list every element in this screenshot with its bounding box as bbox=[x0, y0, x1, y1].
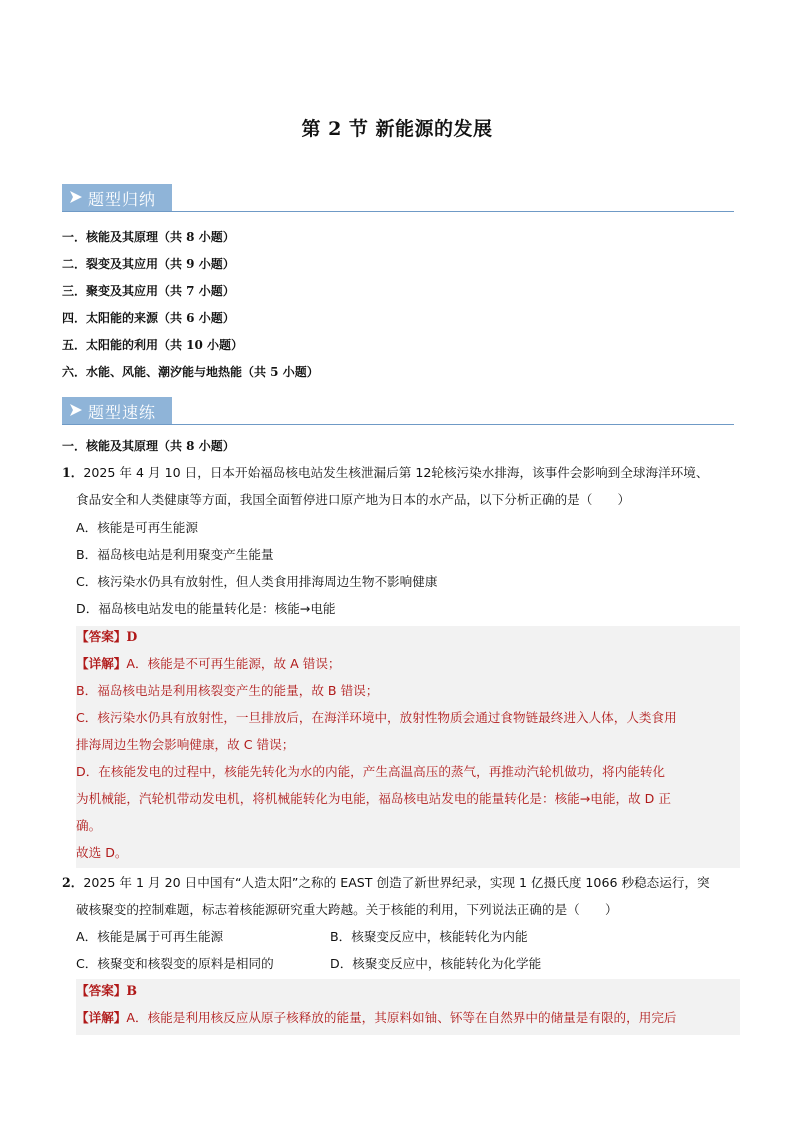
section-rule bbox=[62, 211, 734, 212]
conclusion: 故选 D。 bbox=[76, 845, 128, 860]
part-heading: 一．核能及其原理（共 8 小题） bbox=[62, 439, 235, 453]
detail-line: B．福岛核电站是利用核裂变产生的能量，故 B 错误； bbox=[76, 683, 379, 698]
page-title: 第 2 节 新能源的发展 bbox=[301, 118, 493, 140]
toc-item: 四．太阳能的来源（共 6 小题） bbox=[62, 311, 235, 325]
answer-label: 【答案】 bbox=[76, 629, 127, 644]
arrow-icon bbox=[67, 188, 85, 206]
answer-value: B bbox=[126, 983, 138, 998]
toc-item: 二．裂变及其应用（共 9 小题） bbox=[62, 257, 235, 271]
detail-label: 【详解】 bbox=[76, 656, 127, 671]
question-stem-line: 破核聚变的控制难题，标志着核能源研究重大跨越。关于核能的利用，下列说法正确的是（ ） bbox=[76, 902, 618, 917]
option-d: D．核聚变反应中，核能转化为化学能 bbox=[330, 956, 542, 971]
detail-line: 排海周边生物会影响健康，故 C 错误； bbox=[76, 737, 295, 752]
question-2 bbox=[62, 869, 740, 923]
option-c: C．核污染水仍具有放射性，但人类食用排海周边生物不影响健康 bbox=[76, 574, 438, 589]
detail-line: D．在核能发电的过程中，核能先转化为水的内能，产生高温高压的蒸气，再推动汽轮机做功，将内能转化 bbox=[76, 764, 666, 779]
toc-item: 一．核能及其原理（共 8 小题） bbox=[62, 230, 235, 244]
option-b: B．福岛核电站是利用聚变产生能量 bbox=[76, 547, 274, 562]
question-number: 2． bbox=[62, 875, 84, 890]
answer-block-2 bbox=[76, 977, 736, 1031]
option-a: A．核能是可再生能源 bbox=[76, 520, 198, 535]
detail-label: 【详解】 bbox=[76, 1010, 127, 1025]
question-number: 1． bbox=[62, 465, 84, 480]
section-tag bbox=[62, 184, 172, 211]
section-rule bbox=[62, 424, 734, 425]
arrow-icon bbox=[67, 401, 85, 419]
section-label: 题型归纳 bbox=[88, 190, 157, 209]
answer-block-1 bbox=[76, 623, 736, 866]
question-stem-line: 2．2025 年 1 月 20 日中国有“人造太阳”之称的 EAST 创造了新世界纪录，实现 1 亿摄氏度 1066 秒稳态运行，突 bbox=[62, 875, 710, 890]
detail-line: 【详解】A．核能是利用核反应从原子核释放的能量，其原料如铀、钚等在自然界中的储量是有限的，用完后 bbox=[76, 1010, 677, 1025]
answer-value: D bbox=[126, 629, 138, 644]
toc-item: 五．太阳能的利用（共 10 小题） bbox=[62, 338, 244, 352]
answer-line bbox=[76, 623, 736, 650]
detail-line: C．核污染水仍具有放射性，一旦排放后，在海洋环境中，放射性物质会通过食物链最终进入人体，人类食用 bbox=[76, 710, 677, 725]
option-c: C．核聚变和核裂变的原料是相同的 bbox=[76, 956, 274, 971]
answer-label: 【答案】 bbox=[76, 983, 127, 998]
option-d: D．福岛核电站发电的能量转化是：核能→电能 bbox=[76, 601, 336, 616]
option-a: A．核能是属于可再生能源 bbox=[76, 929, 224, 944]
section-label: 题型速练 bbox=[88, 403, 157, 422]
toc-item: 三．聚变及其应用（共 7 小题） bbox=[62, 284, 235, 298]
detail-line: 为机械能，汽轮机带动发电机，将机械能转化为电能，福岛核电站发电的能量转化是：核能→电能，故 D 正 bbox=[76, 791, 671, 806]
question-stem-line: 1．2025 年 4 月 10 日，日本开始福岛核电站发生核泄漏后第 12轮核污染水排海，该事件会影响到全球海洋环境、 bbox=[62, 465, 709, 480]
detail-line: 【详解】A．核能是不可再生能源，故 A 错误； bbox=[76, 656, 341, 671]
answer-line bbox=[76, 977, 736, 1004]
option-b: B．核聚变反应中，核能转化为内能 bbox=[330, 929, 528, 944]
section-tag bbox=[62, 397, 172, 424]
question-stem-line: 食品安全和人类健康等方面，我国全面暂停进口原产地为日本的水产品，以下分析正确的是（ ） bbox=[76, 492, 631, 507]
detail-line: 确。 bbox=[76, 818, 102, 833]
question-1 bbox=[62, 459, 740, 513]
toc-item: 六．水能、风能、潮汐能与地热能（共 5 小题） bbox=[62, 365, 319, 379]
